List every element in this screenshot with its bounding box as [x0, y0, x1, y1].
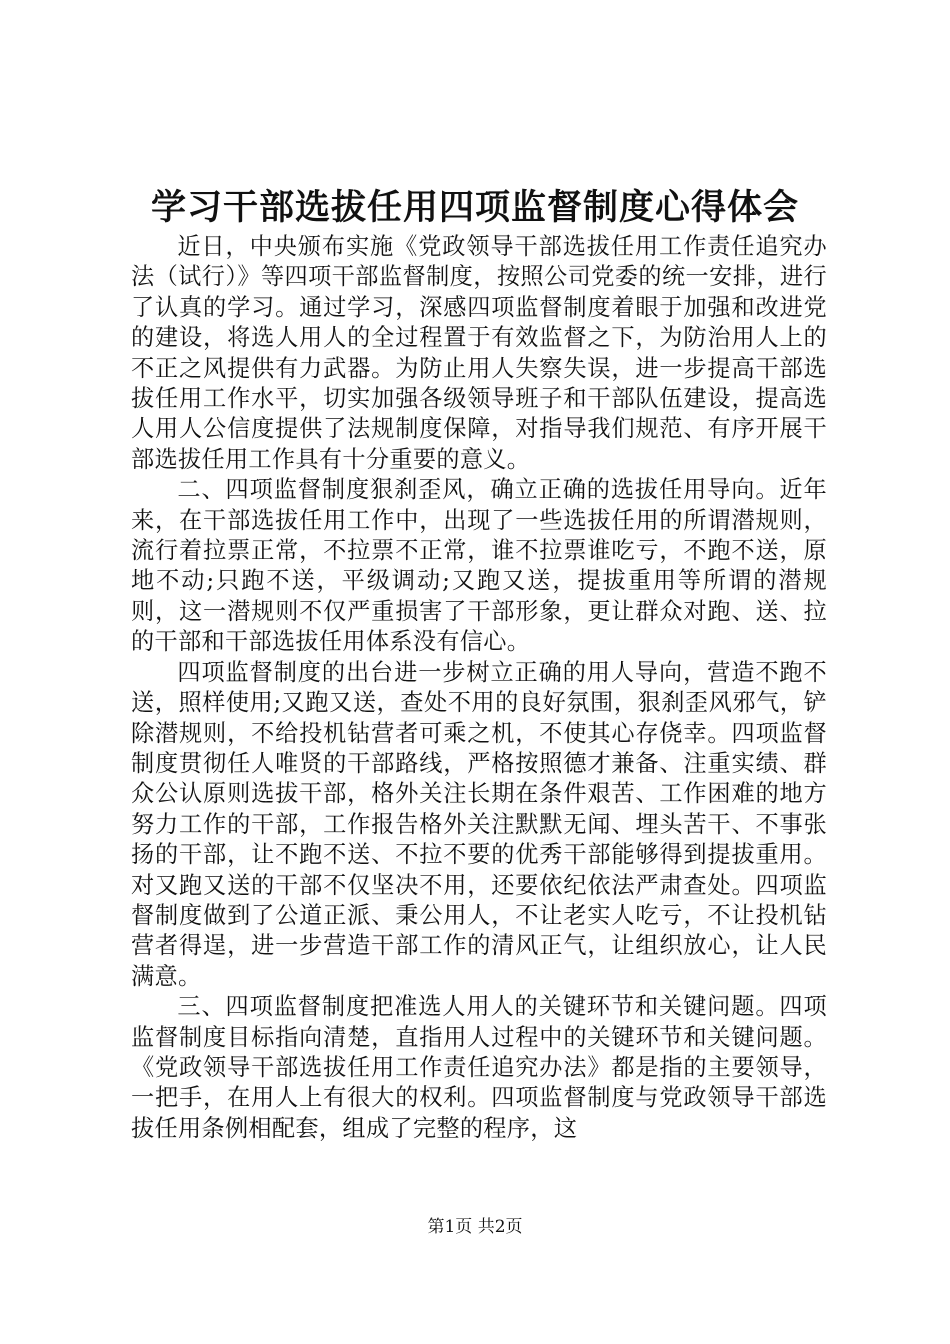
paragraph-1: 近日，中央颁布实施《党政领导干部选拔任用工作责任追究办法（试行）》等四项干部监督制度，按照公司党委的统一安排，进行了认真的学习。通过学习，深感四项监督制度着眼于加强和改进党的建设，将选人用人的全过程置于有效监督之下，为防治用人上的不正之风提供有力武器。为防止用人失察失误，进一步提高干部选拔任用工作水平，切实加强各级领导班子和干部队伍建设，提高选人用人公信度提供了法规制度保障，对指导我们规范、有序开展干部选拔任用工作具有十分重要的意义。: [131, 233, 827, 473]
document-title: 学习干部选拔任用四项监督制度心得体会: [150, 187, 799, 228]
paragraph-4: 三、四项监督制度把准选人用人的关键环节和关键问题。四项监督制度目标指向清楚，直指用人过程中的关键环节和关键问题。《党政领导干部选拔任用工作责任追究办法》都是指的主要领导，一把手，在用人上有很大的权利。四项监督制度与党政领导干部选拔任用条例相配套，组成了完整的程序，这: [131, 993, 827, 1142]
page-number-footer: 第1页 共2页: [427, 1217, 523, 1237]
document-body: [131, 232, 827, 1144]
paragraph-3: 四项监督制度的出台进一步树立正确的用人导向，营造不跑不送，照样使用;又跑又送，查处不用的良好氛围，狠刹歪风邪气，铲除潜规则，不给投机钻营者可乘之机，不使其心存侥幸。四项监督制度贯彻任人唯贤的干部路线，严格按照德才兼备、注重实绩、群众公认原则选拔干部，格外关注长期在条件艰苦、工作困难的地方努力工作的干部，工作报告格外关注默默无闻、埋头苦干、不事张扬的干部，让不跑不送、不拉不要的优秀干部能够得到提拔重用。对又跑又送的干部不仅坚决不用，还要依纪依法严肃查处。四项监督制度做到了公道正派、秉公用人，不让老实人吃亏，不让投机钻营者得逞，进一步营造干部工作的清风正气，让组织放心，让人民满意。: [131, 658, 827, 990]
paragraph-2: 二、四项监督制度狠刹歪风，确立正确的选拔任用导向。近年来，在干部选拔任用工作中，出现了一些选拔任用的所谓潜规则，流行着拉票正常，不拉票不正常，谁不拉票谁吃亏，不跑不送，原地不动;只跑不送，平级调动;又跑又送，提拔重用等所谓的潜规则，这一潜规则不仅严重损害了干部形象，更让群众对跑、送、拉的干部和干部选拔任用体系没有信心。: [131, 476, 827, 656]
